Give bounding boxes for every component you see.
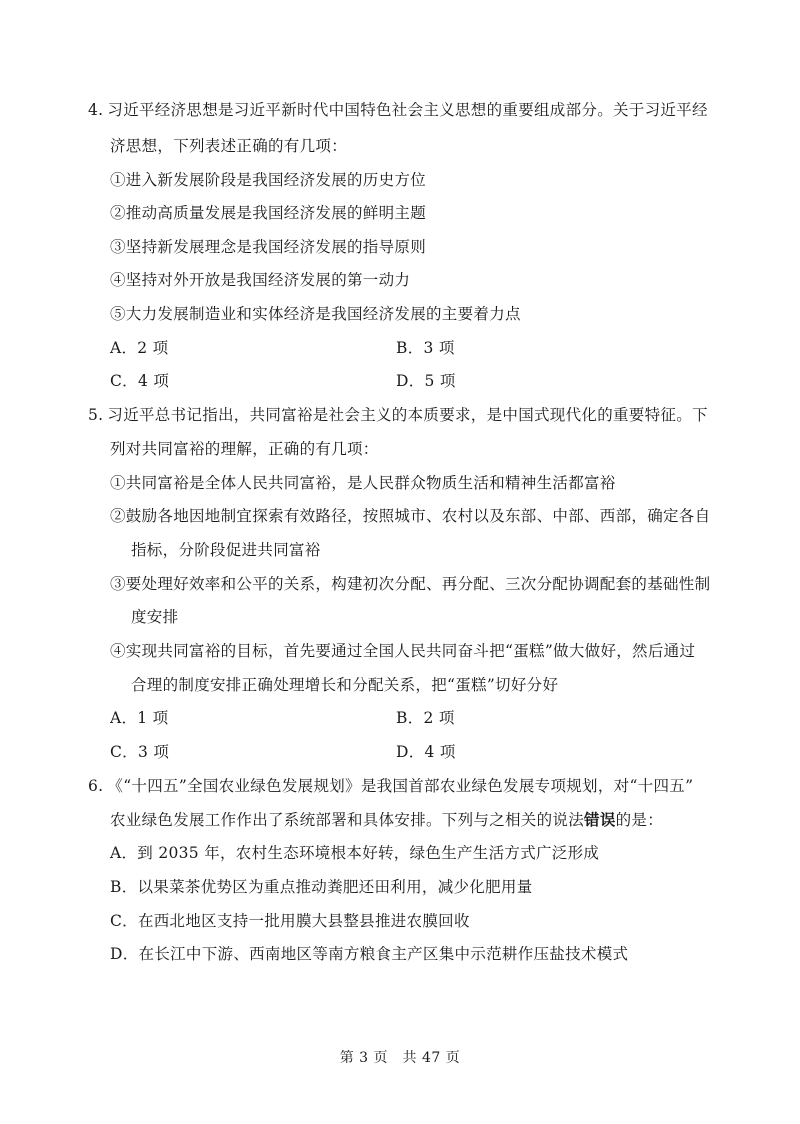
question-6-stem-line-2 [110,810,663,830]
question-4-statement-4: ④坚持对外开放是我国经济发展的第一动力 [110,271,411,289]
question-6-option-a: A．到 2035 年，农村生态环境根本好转，绿色生产生活方式广泛形成 [110,844,600,862]
question-5-statement-1: ①共同富裕是全体人民共同富裕，是人民群众物质生活和精神生活都富裕 [110,474,616,492]
question-number: 4. [88,101,104,119]
question-number: 5. [88,406,104,424]
question-6-stem-text: 《“十四五”全国农业绿色发展规划》是我国首部农业绿色发展专项规划，对“十四五” [107,777,694,795]
question-5-statement-2: ②鼓励各地因地制宜探索有效路径，按照城市、农村以及东部、中部、西部，确定各自 [110,507,711,525]
question-4-option-c: C．4 项 [110,372,170,390]
question-6-option-b: B．以果菜茶优势区为重点推动粪肥还田利用，减少化肥用量 [110,878,533,896]
question-5-statement-4-cont: 合理的制度安排正确处理增长和分配关系，把“蛋糕”切好分好 [131,676,559,694]
page-footer: 第 3 页 共 47 页 [339,1050,461,1066]
question-5-option-d: D．4 项 [396,743,456,761]
question-6-option-d: D．在长江中下游、西南地区等南方粮食主产区集中示范耕作压盐技术模式 [110,945,629,963]
stem-text-pre: 农业绿色发展工作作出了系统部署和具体安排。下列与之相关的说法 [110,811,585,829]
question-number: 6. [88,777,104,795]
question-5-option-c: C．3 项 [110,743,170,761]
question-4-stem-line-1 [88,100,708,120]
question-5-statement-2-cont: 指标，分阶段促进共同富裕 [131,541,321,559]
question-5-stem-line-2: 列对共同富裕的理解，正确的有几项： [110,440,379,458]
question-4-statement-2: ②推动高质量发展是我国经济发展的鲜明主题 [110,204,427,222]
question-5-stem-text: 习近平总书记指出，共同富裕是社会主义的本质要求，是中国式现代化的重要特征。下 [107,406,708,424]
question-6-stem-line-1 [88,776,693,796]
emphasis-word: 错误 [584,810,616,829]
question-5-option-b: B．2 项 [396,709,455,727]
stem-text-post: 的是： [615,811,664,829]
question-4-statement-3: ③坚持新发展理念是我国经济发展的指导原则 [110,238,427,256]
question-5-statement-4: ④实现共同富裕的目标，首先要通过全国人民共同奋斗把“蛋糕”做大做好，然后通过 [110,642,696,660]
question-4-statement-5: ⑤大力发展制造业和实体经济是我国经济发展的主要着力点 [110,305,521,323]
question-4-statement-1: ①进入新发展阶段是我国经济发展的历史方位 [110,171,427,189]
question-5-option-a: A．1 项 [110,709,169,727]
question-4-option-a: A．2 项 [110,339,169,357]
question-4-option-d: D．5 项 [396,372,456,390]
question-4-stem-line-2: 济思想，下列表述正确的有几项： [110,137,348,155]
question-5-stem-line-1 [88,405,708,425]
question-4-stem-text: 习近平经济思想是习近平新时代中国特色社会主义思想的重要组成部分。关于习近平经 [107,101,708,119]
question-6-option-c: C．在西北地区支持一批用膜大县整县推进农膜回收 [110,912,470,930]
question-5-statement-3-cont: 度安排 [131,608,179,626]
question-4-option-b: B．3 项 [396,339,455,357]
question-5-statement-3: ③要处理好效率和公平的关系，构建初次分配、再分配、三次分配协调配套的基础性制 [110,575,711,593]
